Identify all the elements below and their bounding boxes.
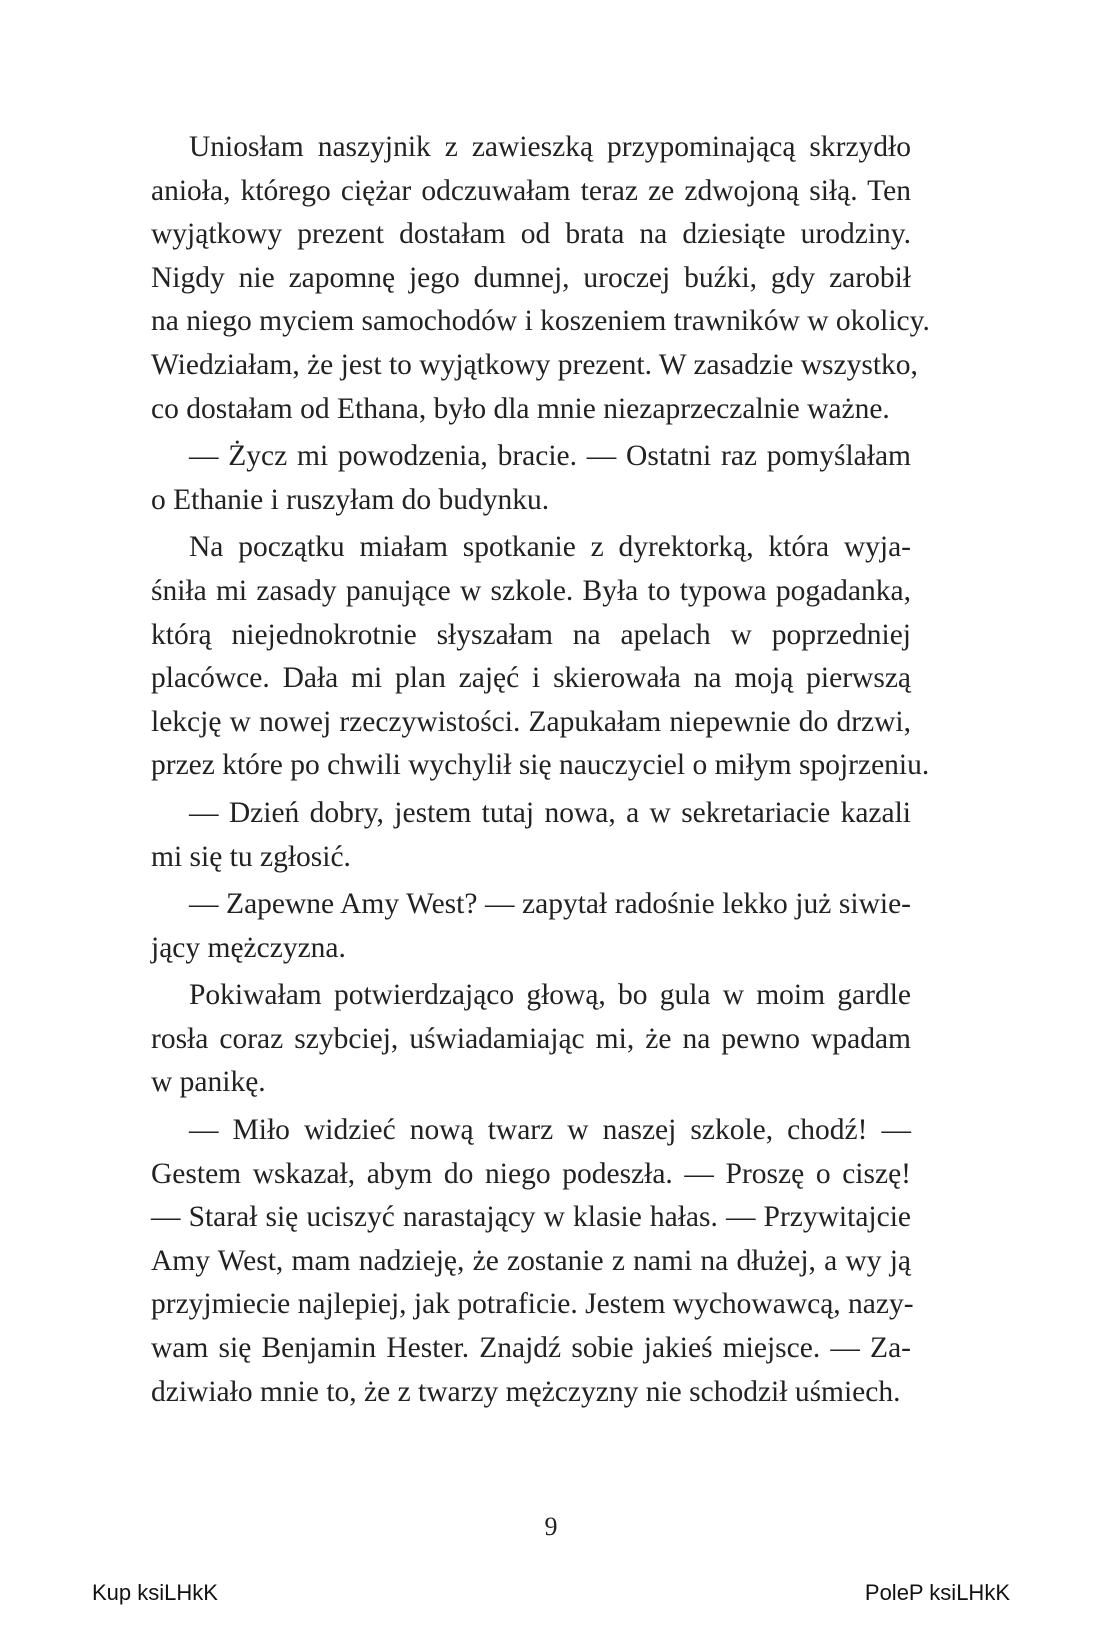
text-line: Pokiwałam potwierdzająco głową, bo gula w moim gardle [189, 979, 911, 1012]
text-line: na niego myciem samochodów i koszeniem trawników w okolicy. [151, 305, 930, 338]
book-page-text [151, 126, 930, 1414]
text-line: — Dzień dobry, jestem tutaj nowa, a w sekretariacie kazali [189, 796, 911, 829]
text-line: — Starał się uciszyć narastający w klasie hałas. — Przywitajcie [151, 1201, 911, 1234]
text-line: przyjmiecie najlepiej, jak potraficie. Jestem wychowawcą, nazy- [151, 1288, 914, 1321]
text-line: jący mężczyzna. [151, 931, 346, 964]
text-line: Amy West, mam nadzieję, że zostanie z nami na dłużej, a wy ją [151, 1244, 911, 1277]
text-line: dziwiało mnie to, że z twarzy mężczyzny nie schodził uśmiech. [151, 1375, 901, 1408]
text-line: mi się tu zgłosić. [151, 840, 351, 873]
text-line: śniła mi zasady panujące w szkole. Była to typowa pogadanka, [151, 574, 911, 607]
text-line: Gestem wskazał, abym do niego podeszła. — Proszę o ciszę! [151, 1157, 911, 1190]
buy-book-link[interactable]: Kup ksiLHkK [92, 1580, 218, 1605]
text-line: Uniosłam naszyjnik z zawieszką przypominającą skrzydło [189, 131, 911, 163]
text-line: w panikę. [151, 1066, 266, 1099]
text-line: — Miło widzieć nową twarz w naszej szkole, chodź! — [189, 1114, 911, 1147]
text-line: Wiedziałam, że jest to wyjątkowy prezent. W zasadzie wszystko, [151, 348, 918, 381]
text-line: anioła, którego ciężar odczuwałam teraz ze zdwojoną siłą. Ten [151, 174, 911, 207]
text-line: przez które po chwili wychylił się nauczyciel o miłym spojrzeniu. [151, 749, 930, 782]
text-line: co dostałam od Ethana, było dla mnie niezaprzeczalnie ważne. [151, 392, 890, 425]
text-line: o Ethanie i ruszyłam do budynku. [151, 483, 550, 516]
text-line: wyjątkowy prezent dostałam od brata na dziesiąte urodziny. [151, 218, 911, 251]
text-line: — Życz mi powodzenia, bracie. — Ostatni raz pomyślałam [189, 440, 911, 473]
text-line: wam się Benjamin Hester. Znajdź sobie jakieś miejsce. — Za- [151, 1332, 911, 1365]
text-line: Na początku miałam spotkanie z dyrektorką, która wyja- [189, 531, 911, 564]
text-line: placówce. Dała mi plan zajęć i skierowała na moją pierwszą [151, 662, 911, 695]
text-line: — Zapewne Amy West? — zapytał radośnie lekko już siwie- [189, 888, 911, 921]
text-line: lekcję w nowej rzeczywistości. Zapukałam niepewnie do drzwi, [151, 705, 911, 738]
recommend-book-link[interactable]: PoleP ksiLHkK [864, 1580, 1010, 1605]
page-number: 9 [544, 1512, 558, 1541]
text-line: Nigdy nie zapomnę jego dumnej, uroczej buźki, gdy zarobił [151, 261, 911, 294]
text-line: rosła coraz szybciej, uświadamiając mi, że na pewno wpadam [151, 1022, 911, 1055]
text-line: którą niejednokrotnie słyszałam na apelach w poprzedniej [151, 618, 911, 651]
